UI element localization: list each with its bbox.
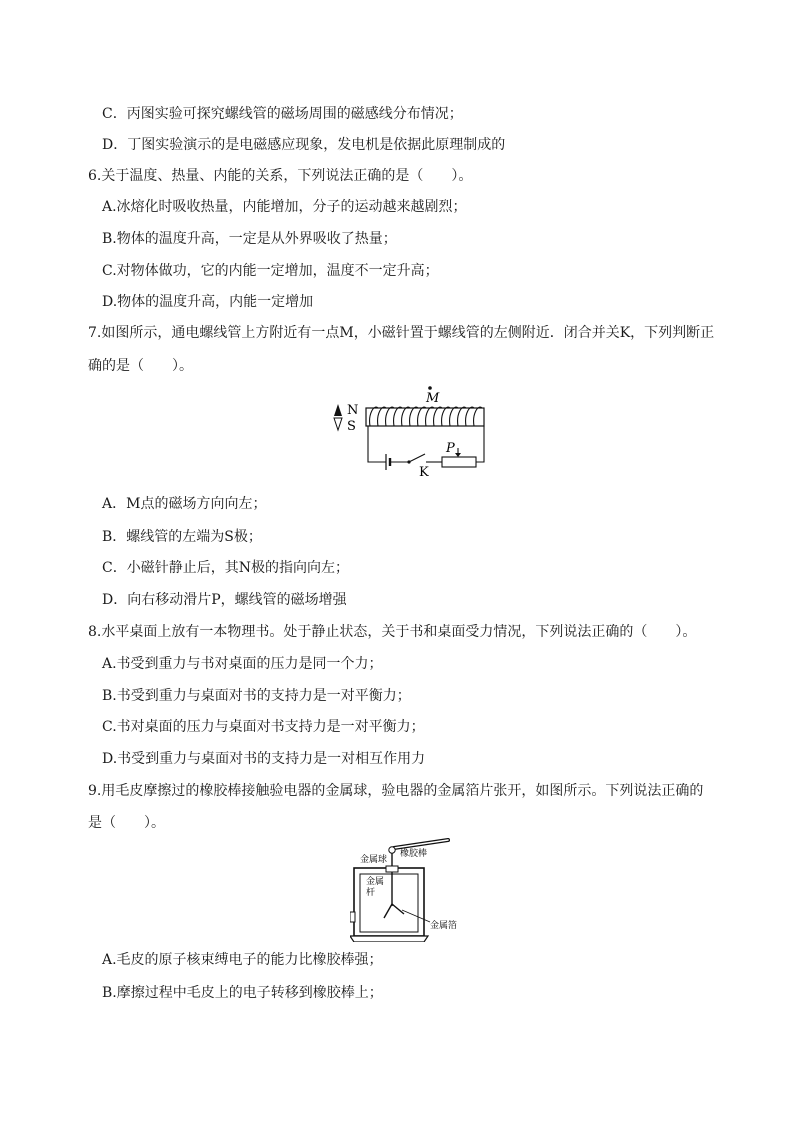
q8-option-d: D.书受到重力与桌面对书的支持力是一对相互作用力	[102, 751, 426, 767]
metal-ball	[389, 847, 395, 853]
question-9-line-1: 9.用毛皮摩擦过的橡胶棒接触验电器的金属球，验电器的金属箔片张开，如图所示。下列说法正确的	[88, 783, 704, 799]
question-9-line-2: 是（ ）。	[88, 815, 165, 831]
compass-needle-north	[334, 404, 342, 416]
slider-p-arrow	[455, 453, 461, 457]
q7-option-b: B．螺线管的左端为S极；	[102, 529, 262, 545]
option-d-prev: D．丁图实验演示的是电磁感应现象，发电机是依据此原理制成的	[102, 137, 506, 153]
switch-label-k: K	[419, 465, 429, 478]
q7-option-a: A．M点的磁场方向向左；	[102, 496, 267, 512]
switch-blade	[409, 454, 425, 462]
electroscope-jar	[354, 868, 424, 936]
compass-label-n: N	[347, 403, 359, 418]
slider-p-label: P	[446, 441, 455, 456]
q8-option-c: C.书对桌面的压力与桌面对书支持力是一对平衡力；	[102, 719, 425, 735]
solenoid-circuit-figure	[330, 384, 500, 478]
compass-needle-south	[334, 418, 342, 430]
label-metal-ball: 金属球	[360, 855, 388, 865]
label-metal-shaft-2: 杆	[366, 888, 376, 898]
point-m-dot	[428, 386, 432, 390]
q7-option-d: D．向右移动滑片P，螺线管的磁场增强	[102, 592, 347, 608]
jar-base	[350, 936, 428, 942]
q8-option-b: B.书受到重力与桌面对书的支持力是一对平衡力；	[102, 688, 411, 704]
question-7-line-1: 7.如图所示，通电螺线管上方附近有一点M，小磁针置于螺线管的左侧附近．闭合并关K，下列判断正	[88, 325, 715, 341]
compass-label-s: S	[347, 419, 356, 434]
electroscope-figure	[350, 838, 470, 942]
point-m-label: M	[426, 391, 440, 406]
q6-option-d: D.物体的温度升高，内能一定增加	[102, 294, 314, 310]
q6-option-a: A.冰熔化时吸收热量，内能增加，分子的运动越来越剧烈；	[102, 199, 467, 215]
question-8: 8.水平桌面上放有一本物理书。处于静止状态，关于书和桌面受力情况，下列说法正确的（ ）。	[88, 624, 697, 640]
metal-foils	[384, 904, 404, 918]
q6-option-c: C.对物体做功，它的内能一定增加，温度不一定升高；	[102, 263, 439, 279]
shaft-stopper	[386, 866, 398, 872]
q7-option-c: C．小磁针静止后，其N极的指向向左；	[102, 560, 349, 576]
q8-option-a: A.书受到重力与书对桌面的压力是同一个力；	[102, 656, 383, 672]
label-metal-foil: 金属箔	[430, 921, 458, 931]
option-c-prev: C．丙图实验可探究螺线管的磁场周围的磁感线分布情况；	[102, 106, 463, 122]
rheostat	[442, 457, 476, 467]
question-6: 6.关于温度、热量、内能的关系，下列说法正确的是（ ）。	[88, 168, 473, 184]
q9-option-a: A.毛皮的原子核束缚电子的能力比橡胶棒强；	[102, 952, 383, 968]
label-rubber-rod: 橡胶棒	[400, 849, 428, 859]
q9-option-b: B.摩擦过程中毛皮上的电子转移到橡胶棒上；	[102, 985, 383, 1001]
label-metal-shaft-1: 金属	[366, 877, 385, 887]
q6-option-b: B.物体的温度升高，一定是从外界吸收了热量；	[102, 231, 397, 247]
jar-side-knob	[350, 912, 355, 922]
question-7-line-2: 确的是（ ）。	[88, 358, 193, 374]
